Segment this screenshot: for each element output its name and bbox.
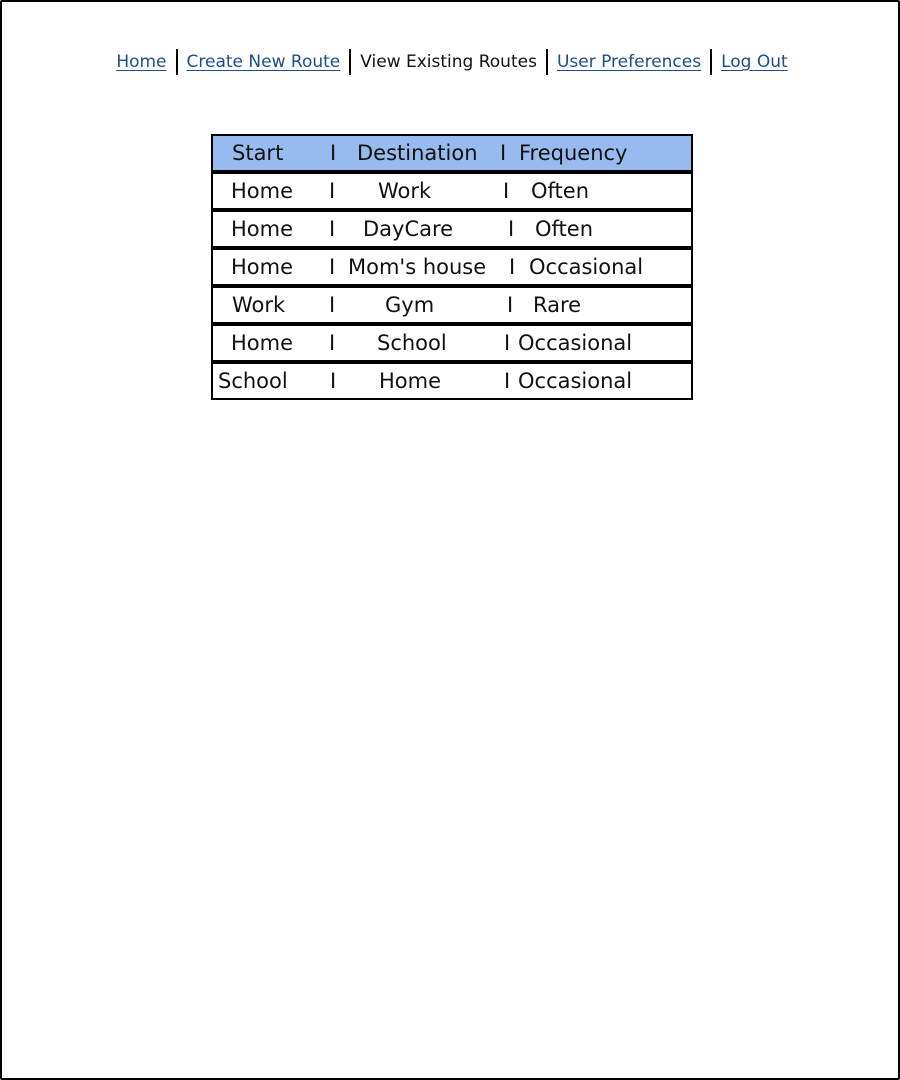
route-destination: Gym [385, 293, 435, 317]
routes-table-header [211, 134, 693, 172]
route-row[interactable] [211, 248, 693, 286]
route-row[interactable] [211, 324, 693, 362]
column-separator: I [503, 179, 510, 203]
column-separator: I [329, 217, 336, 241]
column-separator: I [329, 293, 336, 317]
column-separator: I [329, 331, 336, 355]
column-separator: I [504, 369, 511, 393]
column-separator: I [330, 369, 337, 393]
route-frequency: Often [531, 179, 590, 203]
column-header-destination: Destination [357, 141, 478, 165]
route-start: Home [231, 331, 294, 355]
route-frequency: Rare [533, 293, 582, 317]
route-row[interactable] [211, 172, 693, 210]
column-separator: I [330, 141, 337, 165]
route-row[interactable] [211, 286, 693, 324]
column-separator: I [500, 141, 507, 165]
route-destination: DayCare [363, 217, 454, 241]
route-start: Work [232, 293, 286, 317]
column-separator: I [329, 179, 336, 203]
column-separator: I [509, 255, 516, 279]
route-destination: School [377, 331, 447, 355]
nav-link-home[interactable]: Home [116, 52, 167, 72]
column-separator: I [504, 331, 511, 355]
nav-link-view-existing-routes[interactable]: View Existing Routes [360, 52, 537, 72]
route-start: Home [231, 179, 294, 203]
column-separator: I [507, 293, 514, 317]
top-nav [2, 48, 900, 76]
nav-link-create-new-route[interactable]: Create New Route [186, 52, 341, 72]
column-separator: I [508, 217, 515, 241]
route-start: Home [231, 217, 294, 241]
route-frequency: Occasional [518, 331, 633, 355]
column-header-start: Start [232, 141, 284, 165]
column-header-frequency: Frequency [519, 141, 628, 165]
route-frequency: Occasional [518, 369, 633, 393]
routes-table [211, 134, 693, 400]
route-start: School [218, 369, 288, 393]
route-destination: Mom's house [348, 255, 487, 279]
route-frequency: Occasional [529, 255, 644, 279]
nav-link-user-preferences[interactable]: User Preferences [556, 52, 702, 72]
route-row[interactable] [211, 210, 693, 248]
column-separator: I [329, 255, 336, 279]
nav-link-log-out[interactable]: Log Out [721, 52, 788, 72]
route-destination: Work [378, 179, 432, 203]
route-row[interactable] [211, 362, 693, 400]
route-start: Home [231, 255, 294, 279]
route-frequency: Often [535, 217, 594, 241]
route-destination: Home [379, 369, 442, 393]
